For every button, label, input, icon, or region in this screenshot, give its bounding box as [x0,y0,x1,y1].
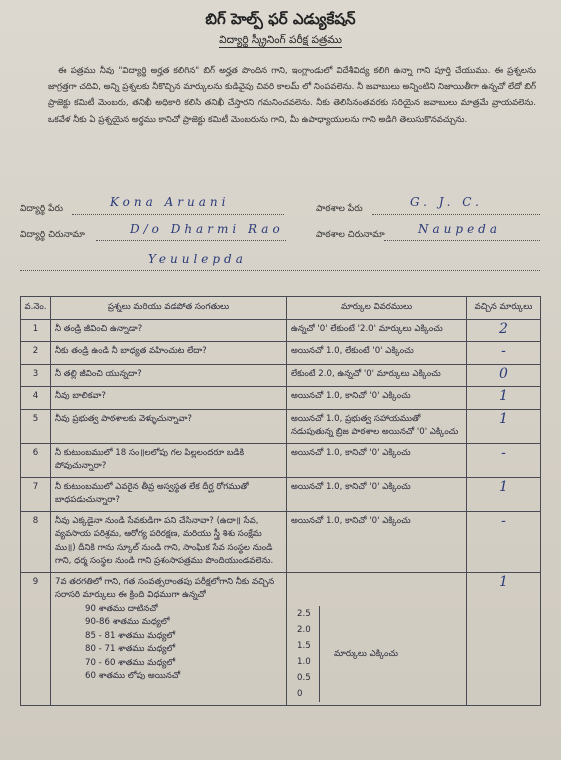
range-item: 90 శాతము దాటినచో [85,603,158,614]
row-question: నీవు ప్రభుత్వ పాఠశాలకు వెళ్ళుచున్నావా? [51,409,287,443]
school-name-value: G. J. C. [410,195,483,209]
row-num: 7 [21,477,51,511]
table-row [21,511,541,572]
row-detail-cell [287,572,467,705]
row-question: నీ తండ్రి జీవించి ఉన్నాడా? [51,319,287,342]
school-address-value: Naupeda [418,222,502,236]
range-item: 80 - 71 శాతము మధ్యలో [85,644,176,654]
row-num: 5 [21,409,51,443]
row-question: నీ తల్లి జీవించి యున్నదా? [51,364,287,387]
row-score-cell [467,572,541,705]
row-detail: అయినచో 1.0, కానిచో '0' ఎక్కించు [287,477,467,511]
row-question: నీకు తండ్రి ఉండి నీ బాధ్యత వహించుట లేదా? [51,342,287,365]
row-score: 2 [499,320,508,337]
subtitle-text: విద్యార్థి స్క్రీనింగ్ పరీక్ష పత్రము [219,34,342,46]
row-score-cell [467,364,541,387]
row-score: 0 [499,365,508,382]
row-num: 6 [21,443,51,477]
row-score-cell [467,443,541,477]
header-marks-obtained: వచ్చిన మార్కులు [467,297,541,320]
row-score: - [501,343,506,359]
mark-value: 2.5 [297,608,311,619]
table-row [21,342,541,365]
table-row [21,387,541,410]
row-num: 8 [21,511,51,572]
row-detail: అయినచో 1.0, కానిచో '0' ఎక్కించు [287,387,467,410]
page-subtitle [0,34,561,49]
row-score-cell [467,477,541,511]
table-row [21,409,541,443]
row-score-cell [467,409,541,443]
screening-table [20,296,541,706]
range-item: 60 శాతము లోపు అయినచో [85,671,181,681]
instructions-paragraph: ఈ పత్రము నీవు "విద్యార్థి అర్హత కలిగిన" బిగ్ అర్హత పొందిన గాని, ఇంగ్లాండులో విదేశీవిద్య కలిగి ఉన్నా గాని పూర్తి చేయుము. ఈ ప్రశ్నలను జాగ్రత్తగా చదివి, అన్ని ప్రశ్నలకు నీకొచ్చిన మార్కులను కుడివైపు చివరి కాలమ్ లో నింపవలెను. నీ జవాబులు అన్నింటిని నిజాయితీగా ఉన్నచో లేదో బిగ్ ప్రాజెక్టు కమిటీ మెంబరు, తనిఖీ అధికారి కలిసి తనిఖీ చేస్తారని గమనించవలెను. నీకు తెలిసినంతవరకు సరియైన జవాబులు మాత్రమే వ్రాయవలెను. ఒకవేళ నీకు ఏ ప్రశ్నయైన అర్థము కానిచో ప్రాజెక్టు కమిటీ మెంబరును గాని, మీ ఉపాధ్యాయులను గాని అడిగి తెలుసుకొనవచ్చును. [48,66,536,125]
student-address-line-2 [20,270,540,271]
table-row [21,443,541,477]
row-score: - [501,512,506,529]
range-item: 90-86 శాతము మధ్యలో [85,617,170,627]
school-name-line [372,214,540,215]
row-score: 1 [499,388,508,404]
mark-value: 1.5 [297,640,311,651]
row-detail: లేకుంటే 2.0, ఉన్నచో '0' మార్కులు ఎక్కించు [287,364,467,387]
mark-value: 0 [297,688,303,699]
student-name-line [72,214,284,215]
mark-value: 1.0 [297,656,311,667]
marks-block [291,576,462,702]
row-detail: అయినచో 1.0, కానిచో '0' ఎక్కించు [287,511,467,572]
row-detail: అయినచో 1.0, కానిచో '0' ఎక్కించు [287,443,467,477]
school-name-label: పాఠశాల పేరు [316,204,363,214]
row-question: నీవు బాలికవా? [51,387,287,410]
marks-instruction: మార్కులు ఎక్కించు [334,648,399,659]
table-header-row [21,297,541,320]
row-question: నీ కుటుంబములో 18 సం॥లలోపు గల పిల్లలందరూ బడికి పోవుచున్నారా? [51,443,287,477]
row-score: - [501,444,506,461]
row-detail: ఉన్నచో '0' లేకుంటే '2.0' మార్కులు ఎక్కించు [287,319,467,342]
table-row [21,477,541,511]
row-score-cell [467,511,541,572]
row-score-cell [467,387,541,410]
page-title: బిగ్ హెల్ప్ ఫర్ ఎడ్యుకేషన్ [205,10,356,28]
table-row [21,364,541,387]
row-score: 1 [499,573,508,590]
school-address-line [384,240,540,241]
row-question-cell [51,572,287,705]
marks-list [291,606,320,702]
mark-value: 2.0 [297,624,311,635]
table-row [21,319,541,342]
student-address-label: విద్యార్థి చిరునామా [20,230,85,240]
range-item: 85 - 81 శాతము మధ్యలో [85,630,176,641]
row-score: 1 [499,478,508,495]
range-item: 70 - 60 శాతము మధ్యలో [85,657,176,668]
row-score-cell [467,342,541,365]
row-score-cell [467,319,541,342]
row-question: నీ కుటుంబములో ఎవరైన తీవ్ర అస్వస్థత లేక దీర్ఘ రోగముతో బాధపడుచున్నారా? [51,477,287,511]
student-name-value: Kona Aruani [110,195,230,209]
header-num: వ.నెం. [21,297,51,320]
row-question: 7వ తరగతిలో గాని, గత సంవత్సరాంతపు పరీక్షలోగాని నీకు వచ్చిన సరాసరి మార్కులు ఈ క్రింది విధముగా ఉన్నచో [55,576,275,600]
row-detail: అయినచో 1.0, ప్రభుత్వ సహాయముతో నడుపుతున్న బ్రిజ పాఠశాల అయినచో '0' ఎక్కించు [287,409,467,443]
student-address-value-2: Yeuulepda [148,252,247,266]
student-address-value: D/o Dharmi Rao [130,222,284,236]
header-question: ప్రశ్నలు మరియు వడపోత సంగతులు [51,297,287,320]
school-address-label: పాఠశాల చిరునామా [316,230,385,240]
row-num: 1 [21,319,51,342]
student-name-label: విద్యార్థి పేరు [20,204,63,214]
row-num: 3 [21,364,51,387]
row-question: నీవు ఎక్కడైనా నుండి సేవకుడిగా పని చేసినావా? (ఉదా॥ సేవ, వ్యవసాయ పరిశ్రమ, ఆరోగ్య పరిరక్షణ, మరియు స్త్రీ శిశు సంక్షేమ ము॥) దీనికి గాను స్కూల్ నుండి గాని, సాంఘిక సేవ సంస్థల నుండి గాని, ధర్మ సంస్థల నుండి గాని ప్రశంసాపత్రము పొందియుండవలెను. [51,511,287,572]
mark-value: 0.5 [297,672,311,683]
header-marks-detail: మార్కుల వివరములు [287,297,467,320]
student-address-line [96,240,286,241]
row-num: 4 [21,387,51,410]
row-num: 9 [21,572,51,705]
row-score: 1 [499,410,508,427]
row-num: 2 [21,342,51,365]
row-detail: అయినచో 1.0, లేకుంటే '0' ఎక్కించు [287,342,467,365]
table-row [21,572,541,705]
